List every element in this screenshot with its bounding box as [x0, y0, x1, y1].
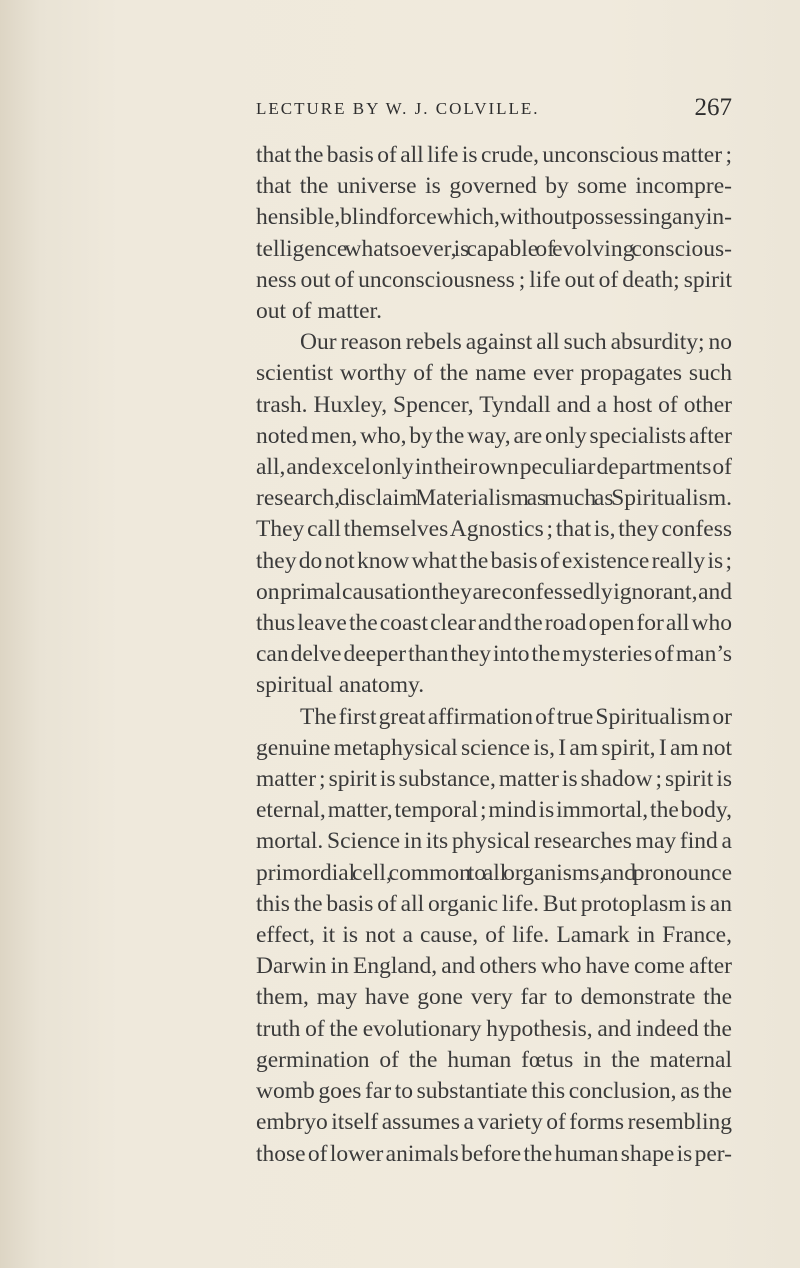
text-line: that the universe is governed by some incompre- — [256, 173, 732, 200]
text-line: germination of the human fœtus in the maternal — [256, 1046, 732, 1073]
running-title: LECTURE BY W. J. COLVILLE. — [256, 99, 540, 118]
text-line: truth of the evolutionary hypothesis, and indeed the — [256, 1015, 732, 1042]
page-number: 267 — [694, 94, 732, 121]
text-line: eternal, matter, temporal ; mind is immortal, the body, — [256, 797, 732, 824]
text-line: trash. Huxley, Spencer, Tyndall and a host of other — [256, 391, 732, 418]
text-line: primordial cell, common to all organisms, and pronounce — [256, 859, 732, 886]
text-line: all, and excel only in their own peculiar departments of — [256, 454, 732, 481]
text-line: this the basis of all organic life. But protoplasm is an — [256, 890, 732, 917]
text-line: womb goes far to substantiate this conclusion, as the — [256, 1078, 732, 1105]
text-line: research, disclaim Materialism as much as Spiritualism. — [256, 485, 732, 512]
text-line: they do not know what the basis of existence really is ; — [256, 547, 732, 574]
text-line: that the basis of all life is crude, unconscious matter ; — [256, 142, 732, 168]
text-line: effect, it is not a cause, of life. Lamark in France, — [256, 922, 732, 949]
text-line: hensible, blind force which, without possessing any in- — [256, 204, 732, 231]
text-line: out of matter. — [256, 298, 382, 325]
text-line: Darwin in England, and others who have come after — [256, 953, 732, 980]
text-line: them, may have gone very far to demonstrate the — [256, 984, 732, 1011]
text-line: can delve deeper than they into the mysteries of man’s — [256, 641, 732, 668]
text-line: embryo itself assumes a variety of forms resembling — [256, 1109, 732, 1136]
text-line: matter ; spirit is substance, matter is shadow ; spirit is — [256, 766, 732, 793]
text-line: ness out of unconsciousness ; life out of death; spirit — [256, 266, 732, 293]
text-line: scientist worthy of the name ever propagates such — [256, 360, 732, 387]
text-line: genuine metaphysical science is, I am spirit, I am not — [256, 734, 732, 761]
body-text — [256, 140, 732, 1170]
text-line: mortal. Science in its physical researches may find a — [256, 828, 732, 855]
text-line: those of lower animals before the human shape is per- — [256, 1140, 732, 1167]
text-line: thus leave the coast clear and the road open for all who — [256, 610, 732, 637]
text-line: They call themselves Agnostics ; that is, they confess — [256, 516, 732, 543]
text-line: telligence whatsoever, is capable of evolving conscious- — [256, 235, 732, 262]
text-line: spiritual anatomy. — [256, 672, 425, 699]
text-line: on primal causation they are confessedly ignorant, and — [256, 578, 732, 605]
running-header — [256, 96, 732, 124]
text-line: The first great affirmation of true Spiritualism or — [300, 703, 732, 730]
text-line: noted men, who, by the way, are only specialists after — [256, 422, 732, 449]
text-line: Our reason rebels against all such absurdity; no — [300, 329, 732, 356]
